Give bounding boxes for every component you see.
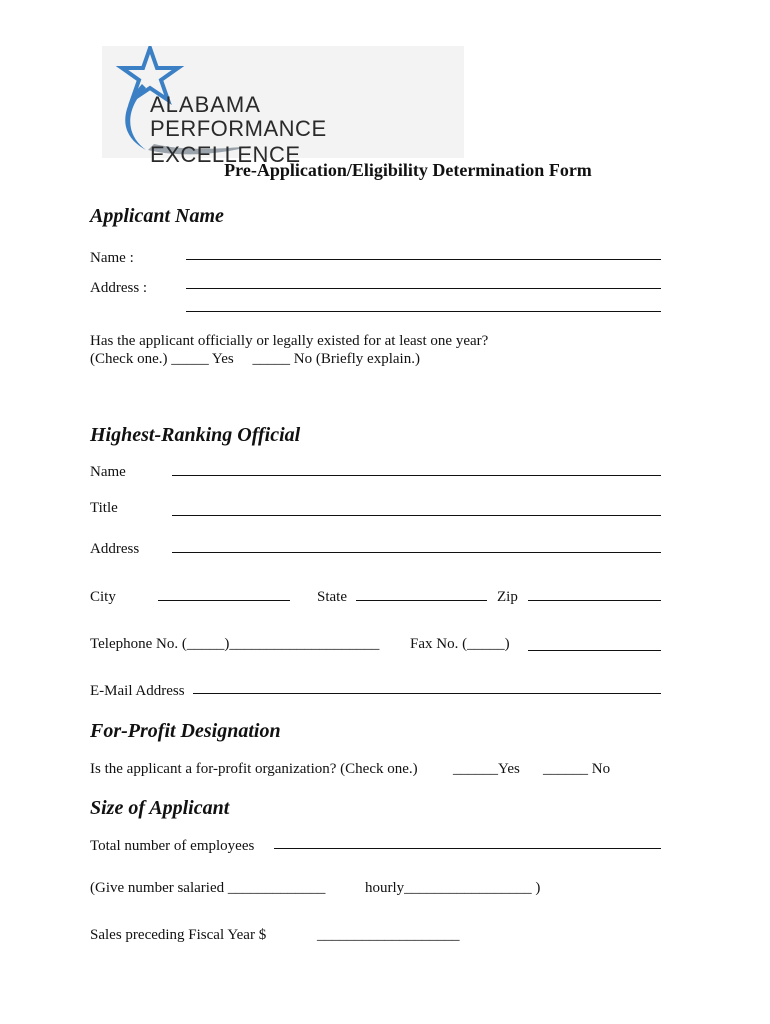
official-fax-field[interactable]: [528, 650, 661, 651]
section-highest-ranking-official: Highest-Ranking Official: [90, 424, 301, 446]
official-city-label: City: [90, 589, 116, 605]
logo-text-line1: ALABAMA: [150, 92, 261, 117]
official-state-field[interactable]: [356, 600, 487, 601]
official-city-field[interactable]: [158, 600, 290, 601]
logo-text-line2: PERFORMANCE EXCELLENCE: [150, 116, 327, 167]
applicant-address-field-1[interactable]: [186, 288, 661, 289]
for-profit-no-option[interactable]: ______ No: [543, 761, 611, 777]
form-title: Pre-Application/Eligibility Determination Form: [224, 160, 592, 180]
employees-field[interactable]: [274, 848, 661, 849]
official-title-field[interactable]: [172, 515, 661, 516]
applicant-address-field-2[interactable]: [186, 311, 661, 312]
official-email-field[interactable]: [193, 693, 661, 694]
sales-label: Sales preceding Fiscal Year $: [90, 927, 267, 943]
official-title-label: Title: [90, 500, 118, 516]
official-name-field[interactable]: [172, 475, 661, 476]
section-size-of-applicant: Size of Applicant: [90, 797, 230, 819]
hourly-label[interactable]: hourly_________________ ): [365, 880, 541, 896]
official-address-field[interactable]: [172, 552, 661, 553]
employees-label: Total number of employees: [90, 838, 255, 854]
existed-check-line[interactable]: (Check one.) _____ Yes _____ No (Briefly explain.): [90, 351, 420, 367]
official-email-label: E-Mail Address: [90, 683, 185, 699]
applicant-name-field[interactable]: [186, 259, 661, 260]
official-address-label: Address: [90, 541, 140, 557]
salaried-label[interactable]: (Give number salaried _____________: [90, 880, 326, 896]
official-zip-label: Zip: [497, 589, 518, 605]
logo: [102, 46, 464, 167]
applicant-address-label: Address :: [90, 280, 148, 296]
applicant-name-label: Name :: [90, 250, 134, 266]
for-profit-question: Is the applicant a for-profit organization? (Check one.): [90, 761, 418, 777]
official-state-label: State: [317, 589, 347, 605]
existed-question: Has the applicant officially or legally existed for at least one year?: [90, 333, 489, 349]
for-profit-yes-option[interactable]: ______Yes: [453, 761, 520, 777]
sales-field[interactable]: ___________________: [317, 927, 460, 943]
official-telephone-label[interactable]: Telephone No. (_____)____________________: [90, 636, 380, 652]
section-for-profit-designation: For-Profit Designation: [90, 720, 281, 742]
official-name-label: Name: [90, 464, 126, 480]
official-zip-field[interactable]: [528, 600, 661, 601]
section-applicant-name: Applicant Name: [90, 205, 224, 227]
official-fax-label: Fax No. (_____): [410, 636, 510, 652]
